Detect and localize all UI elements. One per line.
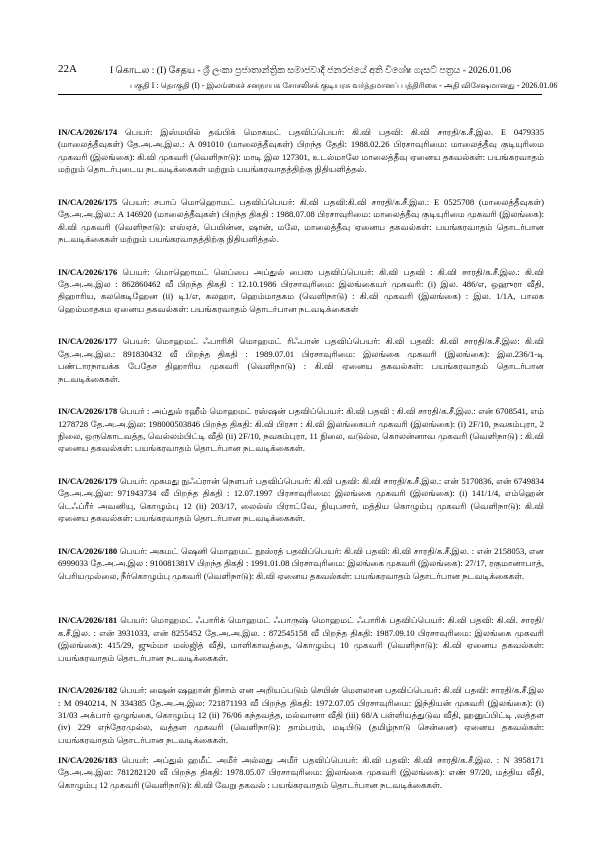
entry-id: IN/CA/2026/176: [58, 266, 118, 277]
entry-text: பெயர் : அப்துல் ரஹீம் மொஹமட் ரஸ்ஷன் பதவிப்பெயர்: கி.வி பதவி : கி.வி சாரதி/க.சீ.இல.: என் 6708541, எம் 1278728 தே.அ.அ.இல: 198000503846 பிறந்த திகதி: கி.வி பிரசா : கி.வி இலங்கையர் முகவரி (இலங்கை): (i) 2F/10, நவகம்புரா, 2 நிலை, ஒருகொடவத்த, வெல்லம்பிட்டி வீதி (ii) 2F/10, நவகம்புரா, 11 நிலை, வடுல்ல, கொலன்னாவ முகவரி (வெளிநாடு) : கி.வி ஏனைய தகவல்கள்: பயங்கரவாதம் தொடர்பான நடவடிக்கைகள்.: [58, 406, 544, 454]
entry-text: பெயர்: அகமட் ஷெனி மொஹமட் நூஸ்ரத் பதவிப்பெயர்: கி.வி பதவி: கி.வி சாரதி/க.சீ.இல. : என் 2158053, என 6999033 தே.அ.அ.இல : 910081381V பிறந்த திகதி : 1991.01.08 பிரசாவுரிமை: இலங்கை முகவரி (இலங்கை): 27/17, ரகுமானாபாத், பெரியமுல்லை, நீர்கொழும்பு முகவரி (வெளிநாடு): கி.வி ஏனைய தகவல்கள்: பயங்கரவாதம் தொடர்பான நடவடிக்கைகள்.: [58, 545, 544, 581]
entry-text: பெயர்: முகமது நுஃப்ரான் நௌபர் பதவிப்பெயர்: கி.வி பதவி: கி.வி சாரதி/க.சீ.இல.: என் 5170836, என் 6749834 தே.அ.அ.இல: 971943734 வீ பிறந்த திகதி : 12.07.1997 பிரசாவுரிமை: இலங்கை முகவரி (இலங்கை): (i) 141/1/4, எம்ஹென் டெஃப்ரீர் அவனியு, கொழும்பு 12 (ii) 203/17, லைல்ஸ் பிராட்வே, நியுபசார், மத்திய கொழும்பு முகவரி (வெளிநாடு): கி.வி ஏனைய தகவல்கள்: பயங்கரவாதம் தொடர்பான நடவடிக்கைகள்.: [58, 475, 544, 524]
entry-text: பெயர்: மொஹமட் ஃபாரிக் மொஹமட் ஃபாருஷ் மொஹமட் ஃபாரிக் பதவிப்பெயர்: கி.வி பதவி: கி.வி. சாரதி/க.சீ.இல. : என் 3931033, என் 8255452 தே.அ.அ.இல. : 872545158 வீ பிறந்த திகதி: 1987.09.10 பிரசாவுரிமை: இலங்கை முகவரி (இலங்கை): 415/29, ஜும்மா மஸ்ஜித் வீதி, மாளிகாவத்தை, கொழும்பு 10 முகவரி (வெளிநாடு): கி.வி ஏனைய தகவல்கள்: பயங்கரவாதம் தொடர்பான நடவடிக்கைகள்.: [58, 615, 544, 663]
entry-id: IN/CA/2026/183: [58, 755, 118, 766]
header-divider: [58, 94, 542, 95]
entry: [58, 545, 544, 595]
entry: [58, 126, 544, 176]
entry-id: IN/CA/2026/175: [58, 196, 118, 207]
entry-text: பெயர்: அப்துல் ஹமீட் அமீர் அல்லது அமீர் பதவிப்பெயர்: கி.வி பதவி: கி.வி சாரதி/க.சீ.இல. : N 3958171 தே.அ.அ.இல: 781282120 வீ பிறந்த திகதி: 1978.05.07 பிரசாவுரிமை: இலங்கை முகவரி (இலங்கை): எண் 97/20, மத்திய வீதி, கொழும்பு 12 முகவரி (வெளிநாடு): கி.வி வேறு தகவல் : பயங்கரவாதம் தொடர்பான நடவடிக்கைகள்.: [58, 755, 544, 790]
entry-list: [58, 126, 544, 824]
entry-id: IN/CA/2026/177: [58, 336, 118, 347]
entry: [58, 754, 544, 804]
entry-text: பெயர்: மொஹமட் ஃபாரிசி மொஹமட் ரிஃபான் பதவிப்பெயர்: கி.வி பதவி: கி.வி சாரதி/க.சீ.இல: கி.வி தே.அ.அ.இல.: 891830432 வீ பிறந்த திகதி : 1989.07.01 பிரசாவுரிமை: இலங்கை முகவரி (இலங்கை): இல.236/1-டி பண்டாரநாயக்க பேதேச திஹாரிய முகவரி (வெளிநாடு) : கி.வி ஏனைய தகவல்கள்: பயங்கரவாதம் தொடர்பான நடவடிக்கைகள்.: [58, 336, 544, 384]
entry-text: பெயர்: மொஹொமட் லெப்பை அப்துல் பைஸ பதவிப்பெயர்: கி.வி பதவி : கி.வி சாரதி/க.சீ.இல.: கி.வி தே.அ.அ.இல : 862860462 வீ பிறந்த திகதி : 12.10.1986 பிரசாவுரிமை: இலங்கையர் முகவரி: (i) இல. 486/எ, ஒஹுரா வீதி, திஹாரிய, கலகெடிஹேன (ii) டி1/எ, கலஹா, ஹெம்மாதகம (வெளிநாடு) : கி.வி முகவரி (இலங்கை) : இல. 1/1A, பாலக ஹெம்மாதகம ஏனைய தகவல்கள்: பயங்கரவாதம் தொடர்பான நடவடிக்கைகள்: [58, 266, 544, 314]
entry: [58, 614, 544, 664]
gazette-header-line2: பகுதி I : தொகுதி (I) - இலங்கைச் சனநாயக சோசலிசக் குடியரசு வர்த்தமானப் பத்திரிகை - அதி விசேஷமானது - 2026.01.06: [130, 81, 558, 90]
entry-id: IN/CA/2026/178: [58, 406, 118, 417]
entry: [58, 266, 544, 316]
entry-id: IN/CA/2026/182: [58, 685, 118, 696]
gazette-header-line1: I கொடல : (I) சேதய - ශ්‍රී ලංකා ප්‍රජාතාන්ත්‍රික සමාජවාදී ජනරජයේ අති විශේෂ ගැසට් පත්‍රය - 2026.01.06: [110, 66, 512, 76]
entry-id: IN/CA/2026/174: [58, 127, 118, 137]
entry-text: பெயர்: ஷைன் ஷஹான் நிசாம் என அறியப்படும் செயின் மௌலான பதவிப்பெயர்: கி.வி பதவி: சாரதி/க.சீ.இல : M 0940214, N 334385 தே.அ.அ.இல: 721871193 வீ பிறந்த திகதி: 1972.07.05 பிரசாவுரிமை: இந்தியன் முகவரி (இலங்கை): (i) 31/03 அக்பார் ஒழுங்கை, கொழும்பு 12 (ii) 76/06 கந்தவத்த, மல்வானா வீதி (iii) 68/A பள்ளியத்துடுவ வீதி, ஹனுப்பிட்டி ,வத்தள (iv) 229 எந்தேரமுல்ல, வத்தள முகவரி (வெளிநாடு): தாம்பரம், மடிபிடு (தமிழ்நாடு சென்னை) ஏனைய தகவல்கள்: பயங்கரவாதம் தொடர்பான நடவடிக்கைகள்.: [58, 685, 544, 745]
entry: [58, 405, 544, 455]
entry-id: IN/CA/2026/181: [58, 615, 118, 626]
entry-id: IN/CA/2026/179: [58, 475, 118, 486]
entry-id: IN/CA/2026/180: [58, 545, 118, 556]
entry-text: பெயர்: இஸ்மயில் தவ்பிக் மொகமட் பதவிப்பெயர்: கி.வி பதவி: கி.வி சாரதி/க.சீ.இல. E 0479335 (மாலைத்தீவுகள்) தே.அ.அ.இல.: A 091010 (மாலைத்தீவுகள்) பிறந்த தேதி: 1988.02.26 பிரசாவுரிமை: மாலைத்தீவு குடியுரிமை முகவரி (இலங்கை): கி.வி முகவரி (வெளிநாடு): மாடி இல 127301, உடல்மாலே மாலைத்தீவு ஏனைய தகவல்கள்: பயங்கரவாதம் மற்றும் தொடர்புடைய நடவடிக்கைகள் மற்றும் பயங்கரவாதத்திற்கு நிதியளித்தல்.: [58, 127, 544, 175]
entry-text: பெயர்: சபாப் மொஹொமட் பதவிப்பெயர்: கி.வி பதவி:கி.வி சாரதி/க.சீ.இல.: E 0525708 (மாலைத்தீவுகள்) தே.அ.அ.இல.: A 146920 (மாலைத்தீவுகள்) பிறந்த திகதி : 1988.07.08 பிரசாவுரிமை: மாலைத்தீவு குடியுரிமை முகவரி (இலங்கை): கி.வி முகவரி (வெளிநாடு): எஸ்ஏச், பெயின்ன, ஷான், மலே, மாலைத்தீவு ஏனைய தகவல்கள்: பயங்கரவாதம் தொடர்பான நடவடிக்கைகள் மற்றும் பயங்கரவாதத்திற்கு நிதியளித்தல்.: [58, 196, 544, 244]
entry: [58, 475, 544, 525]
entry: [58, 196, 544, 246]
entry: [58, 684, 544, 745]
entry: [58, 335, 544, 385]
page-number: 22A: [58, 63, 77, 75]
